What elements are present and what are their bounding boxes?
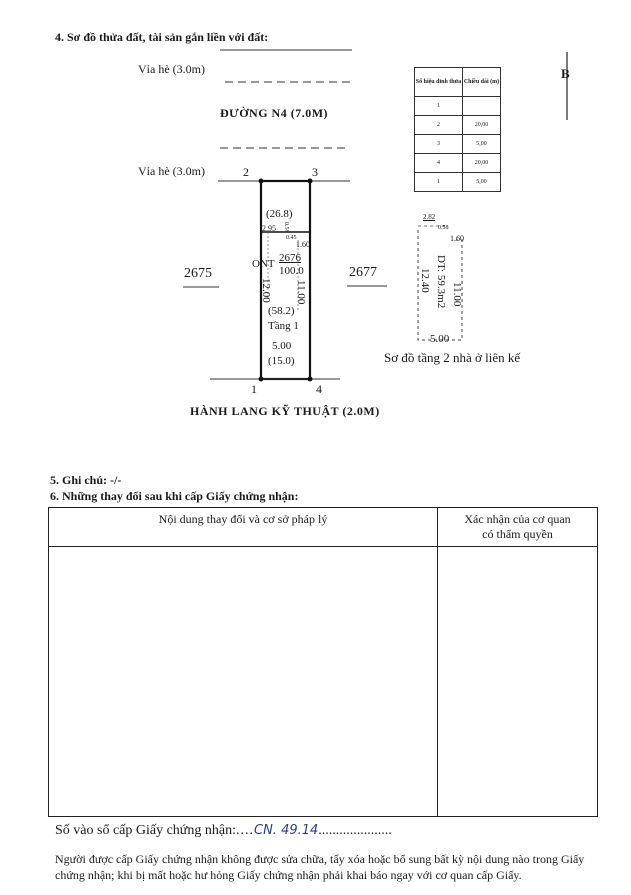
section6-title: 6. Những thay đổi sau khi cấp Giấy chứng nhận: xyxy=(50,489,299,503)
table-cell: 4 xyxy=(415,154,463,173)
vertex-label: 1 xyxy=(251,382,257,396)
dim-top-left: 2.95 xyxy=(262,224,276,233)
floor2-dim-top-left: 2.82 xyxy=(423,213,436,221)
floor2-dim-top-right: 1.60 xyxy=(450,234,464,243)
vertex-length-table xyxy=(414,67,501,192)
table-cell: 1 xyxy=(415,97,463,116)
north-arrow-icon: B xyxy=(561,66,570,81)
floor2-caption: Sơ đồ tầng 2 nhà ở liên kế xyxy=(384,350,521,365)
registry-line: Số vào sổ cấp Giấy chứng nhận:....CN. 49.14..................... xyxy=(55,823,392,838)
elevation-top: (26.8) xyxy=(266,208,293,220)
table-cell: 20,00 xyxy=(463,154,501,173)
parcel-area: 100.0 xyxy=(279,265,304,277)
section5-title: 5. Ghi chú: -/- xyxy=(50,473,122,487)
vertex-label: 3 xyxy=(312,165,318,179)
parcel-number: 2676 xyxy=(279,252,301,264)
table-cell: 2 xyxy=(415,116,463,135)
vertex-label: 2 xyxy=(243,165,249,179)
floor2-dim-left: 12.40 xyxy=(419,268,431,293)
table-cell xyxy=(49,547,438,817)
table-cell xyxy=(463,97,501,116)
vertex-label: 4 xyxy=(316,382,322,396)
floor2-area: DT: 59.3m2 xyxy=(435,255,447,309)
sidewalk-top-label: Vỉa hè (3.0m) xyxy=(138,62,205,76)
road-label: ĐƯỜNG N4 (7.0M) xyxy=(220,106,329,120)
floor2-dim-top-small: 0.58 xyxy=(438,225,449,231)
table-cell: 1 xyxy=(415,173,463,192)
table-cell: 20,00 xyxy=(463,116,501,135)
column-header: có thẩm quyền xyxy=(482,527,553,541)
dim-right-length: 11.00 xyxy=(295,280,307,305)
neighbor-parcel-right: 2677 xyxy=(349,265,377,280)
sidewalk-bottom-label: Vỉa hè (3.0m) xyxy=(138,164,205,178)
dim-left-length: 12.00 xyxy=(260,278,272,303)
dim-top-small: 0.58 xyxy=(283,222,289,233)
floor-label: Tầng 1 xyxy=(268,320,299,332)
warning-note: Người được cấp Giấy chứng nhận không được sửa chữa, tẩy xóa hoặc bổ sung bất kỳ nội dung nào trong Giấy chứng nhận; khi bị mất hoặc hư hỏng Giấy chứng nhận phải khai báo ngay với cơ quan cấp Giấy. xyxy=(55,852,585,882)
changes-col-confirm xyxy=(438,508,598,547)
table-header: Chiều dài (m) xyxy=(463,68,501,97)
column-header: Nội dung thay đổi và cơ sở pháp lý xyxy=(158,512,328,526)
floor2-dim-right: 11.00 xyxy=(451,282,463,307)
corridor-label: HÀNH LANG KỸ THUẬT (2.0M) xyxy=(190,404,380,418)
changes-table xyxy=(48,507,598,817)
table-header: Số hiệu đỉnh thửa xyxy=(415,68,463,97)
floor2-dim-bottom: 5.00 xyxy=(430,333,450,345)
table-cell: 5,00 xyxy=(463,173,501,192)
dim-top-small2: 0.45 xyxy=(286,235,297,241)
table-cell: 3 xyxy=(415,135,463,154)
dim-top-right: 1.60 xyxy=(296,240,310,249)
table-cell: 5,00 xyxy=(463,135,501,154)
table-cell xyxy=(438,547,598,817)
elevation-mid: (58.2) xyxy=(268,305,295,317)
neighbor-parcel-left: 2675 xyxy=(184,266,212,281)
registry-value: CN. 49.14 xyxy=(254,823,319,838)
elevation-bottom: (15.0) xyxy=(268,355,295,367)
land-type: ONT xyxy=(252,258,275,270)
dim-bottom-width: 5.00 xyxy=(272,340,292,352)
changes-col-content xyxy=(49,508,438,547)
registry-label: Số vào sổ cấp Giấy chứng nhận: xyxy=(55,823,236,838)
column-header: Xác nhận của cơ quan xyxy=(464,512,571,526)
section4-title: 4. Sơ đồ thửa đất, tài sản gắn liền với đất: xyxy=(55,30,269,44)
